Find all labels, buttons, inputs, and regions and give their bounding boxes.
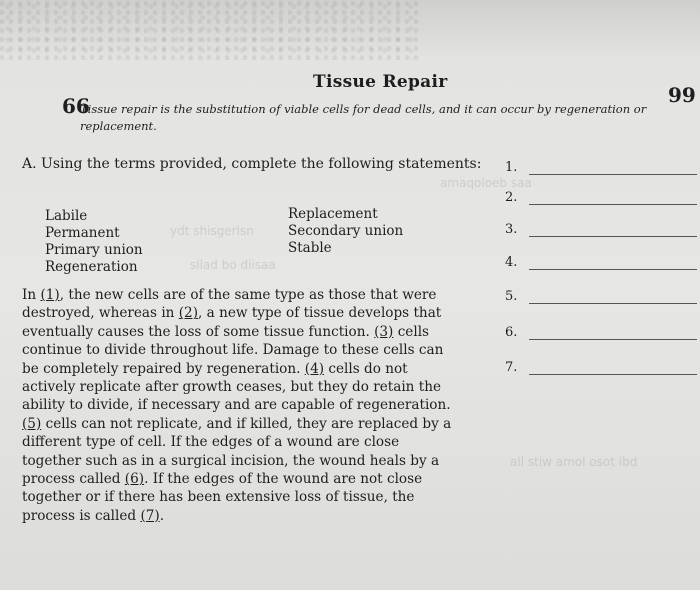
- term: Labile: [45, 208, 88, 224]
- term: Secondary union: [288, 223, 404, 239]
- passage-text: , the new cells are of the same type as those that were destroyed, whereas in: [22, 287, 437, 322]
- answer-underline: [529, 374, 697, 375]
- answer-number: 2.: [505, 190, 518, 205]
- term: Stable: [288, 240, 332, 256]
- bleed-through-text: amaqoloeb saa: [440, 176, 532, 190]
- answer-number: 5.: [505, 289, 518, 304]
- term: Replacement: [288, 206, 378, 222]
- passage-text: cells do not actively replicate after growth ceases, but they do retain the ability to divide, if necessary and are capable of regeneration.: [22, 360, 451, 414]
- passage-text: , a new type of tissue develops that eventually causes the loss of some tissue function.: [22, 305, 442, 340]
- answer-number: 4.: [505, 255, 518, 270]
- passage-text: . If the edges of the wound are not close together or if there has been extensive loss of tissue, the process is called: [22, 471, 423, 524]
- term: Permanent: [45, 225, 120, 241]
- quote-open-mark: 66: [62, 94, 90, 118]
- blank-marker: (3): [374, 323, 394, 340]
- terms-column-1: [45, 208, 143, 276]
- passage-text: cells continue to divide throughout life. Damage to these cells can be completely repaired by regeneration.: [22, 323, 444, 377]
- answer-number: 1.: [505, 160, 518, 175]
- bleed-through-text: sllad bo diisaa: [190, 258, 276, 272]
- fill-in-passage: [22, 286, 462, 525]
- answer-line-3[interactable]: [505, 222, 700, 242]
- blank-marker: (5): [22, 415, 42, 432]
- blank-marker: (4): [304, 360, 325, 377]
- answer-line-4[interactable]: [505, 255, 700, 275]
- terms-column-2: [288, 206, 403, 257]
- section-a-instruction: [22, 156, 481, 172]
- answer-underline: [529, 339, 697, 340]
- instruction-text: Using the terms provided, complete the following statements:: [41, 156, 482, 172]
- answer-underline: [529, 303, 697, 304]
- answer-underline: [529, 236, 697, 237]
- answer-line-2[interactable]: [505, 190, 700, 210]
- answer-line-5[interactable]: [505, 289, 700, 309]
- page-title: Tissue Repair: [313, 72, 448, 92]
- answer-underline: [529, 174, 697, 175]
- answer-line-7[interactable]: [505, 360, 700, 380]
- quote-close-mark: 99: [668, 83, 696, 107]
- passage-text: cells can not replicate, and if killed, they are replaced by a different type of cell. If the edges of a wound are close together such as in a surgical incision, the wound heals by a process called: [22, 415, 452, 488]
- intro-quote: Tissue repair is the substitution of viable cells for dead cells, and it can occur by regeneration or replacement.: [80, 102, 647, 133]
- answer-number: 7.: [505, 360, 518, 375]
- bleed-through-text: ydt shisgerlsn: [170, 224, 254, 238]
- passage-text: In: [22, 287, 41, 303]
- blank-marker: (6): [124, 471, 145, 488]
- bleed-through-text: all stiw amol osot ibd: [510, 455, 638, 469]
- blank-marker: (7): [140, 507, 160, 524]
- paper-texture: [0, 0, 420, 60]
- term: Primary union: [45, 242, 143, 258]
- passage-text: .: [159, 507, 165, 524]
- section-label: A.: [22, 156, 37, 172]
- answer-underline: [529, 204, 697, 205]
- term: Regeneration: [45, 259, 138, 275]
- answer-number: 6.: [505, 325, 518, 340]
- blank-marker: (2): [178, 305, 199, 322]
- answer-line-6[interactable]: [505, 325, 700, 345]
- answer-line-1[interactable]: [505, 160, 700, 180]
- answer-number: 3.: [505, 222, 518, 237]
- blank-marker: (1): [40, 287, 60, 303]
- answer-underline: [529, 269, 697, 270]
